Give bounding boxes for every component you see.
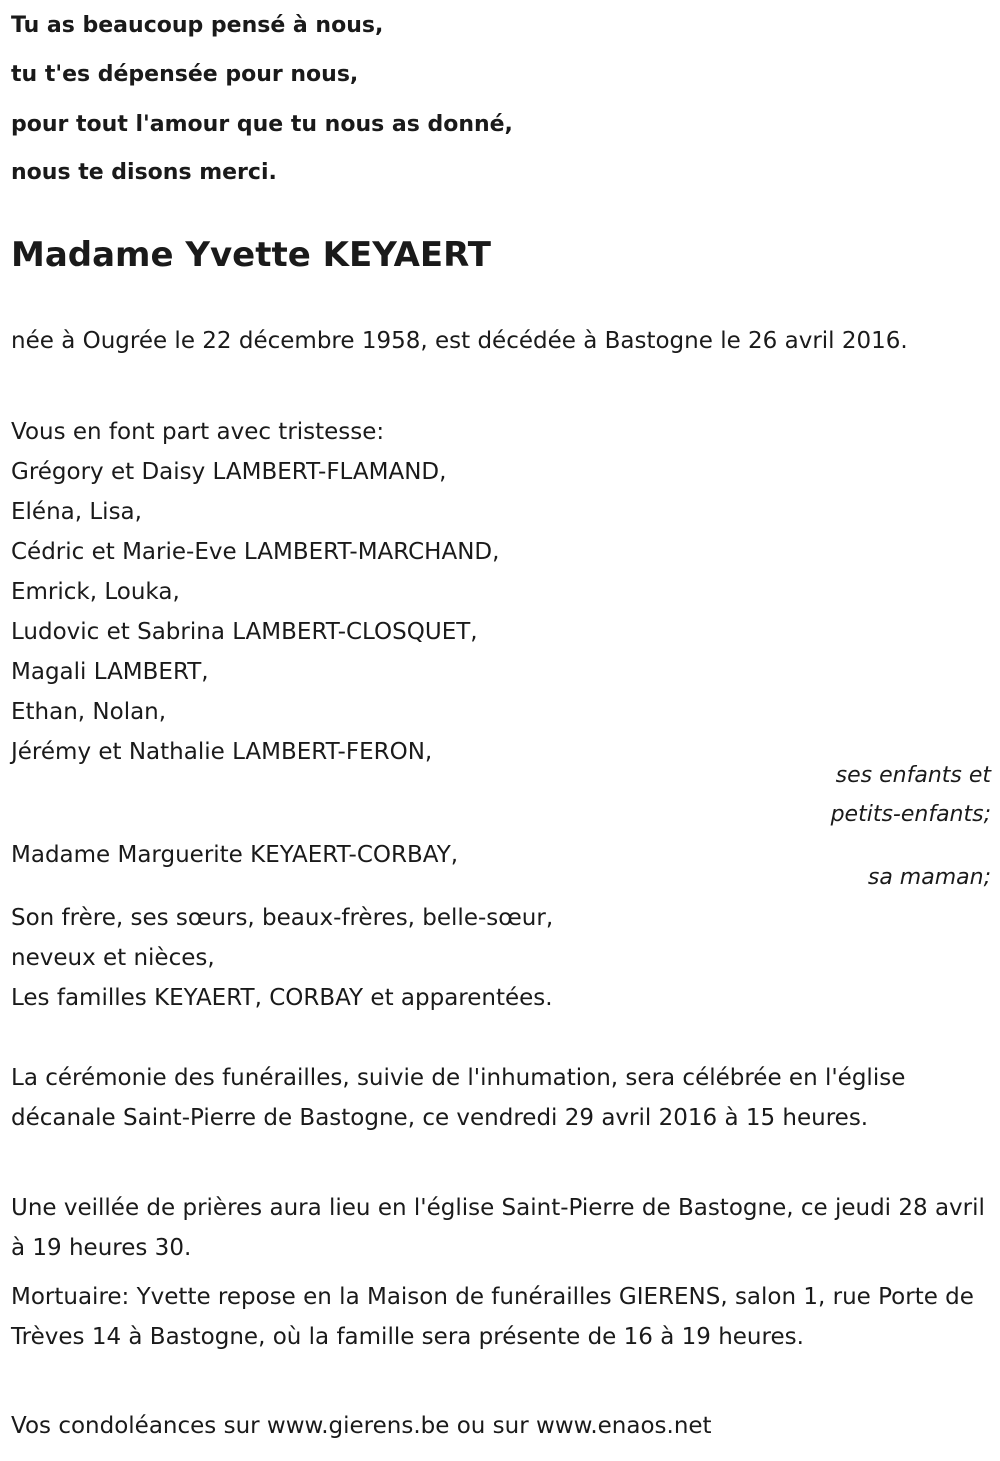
family-line-2: neveux et nièces,: [11, 945, 215, 971]
children-line-4: Emrick, Louka,: [11, 579, 180, 605]
children-line-1: Grégory et Daisy LAMBERT-FLAMAND,: [11, 459, 447, 485]
children-line-8: Jérémy et Nathalie LAMBERT-FERON,: [11, 739, 433, 765]
children-role-line-2: petits-enfants;: [830, 802, 991, 827]
condolences-info: Vos condoléances sur www.gierens.be ou sur www.enaos.net: [11, 1413, 712, 1439]
poem-line-2: tu t'es dépensée pour nous,: [11, 62, 359, 87]
poem-line-4: nous te disons merci.: [11, 160, 277, 185]
children-line-2: Eléna, Lisa,: [11, 499, 142, 525]
children-role-line-1: ses enfants et: [835, 763, 991, 788]
mother-role: sa maman;: [867, 865, 991, 890]
deceased-name: Madame Yvette KEYAERT: [11, 235, 491, 275]
mortuary-info: Mortuaire: Yvette repose en la Maison de funérailles GIERENS, salon 1, rue Porte de Trèves 14 à Bastogne, où la famille sera présente de 16 à 19 heures.: [11, 1284, 974, 1350]
announce-intro: Vous en font part avec tristesse:: [11, 419, 385, 445]
family-line-3: Les familles KEYAERT, CORBAY et apparentées.: [11, 985, 553, 1011]
children-line-5: Ludovic et Sabrina LAMBERT-CLOSQUET,: [11, 619, 478, 645]
vigil-info: Une veillée de prières aura lieu en l'église Saint-Pierre de Bastogne, ce jeudi 28 avril à 19 heures 30.: [11, 1195, 985, 1261]
poem-line-3: pour tout l'amour que tu nous as donné,: [11, 112, 513, 137]
ceremony-info: La cérémonie des funérailles, suivie de l'inhumation, sera célébrée en l'église décanale Saint-Pierre de Bastogne, ce vendredi 29 avril 2016 à 15 heures.: [11, 1065, 906, 1131]
children-line-6: Magali LAMBERT,: [11, 659, 209, 685]
poem-line-1: Tu as beaucoup pensé à nous,: [11, 13, 384, 38]
children-line-7: Ethan, Nolan,: [11, 699, 167, 725]
mother-name: Madame Marguerite KEYAERT-CORBAY,: [11, 842, 459, 868]
family-line-1: Son frère, ses sœurs, beaux-frères, belle-sœur,: [11, 905, 554, 931]
children-line-3: Cédric et Marie-Eve LAMBERT-MARCHAND,: [11, 539, 500, 565]
birth-death-statement: née à Ougrée le 22 décembre 1958, est décédée à Bastogne le 26 avril 2016.: [11, 328, 908, 354]
